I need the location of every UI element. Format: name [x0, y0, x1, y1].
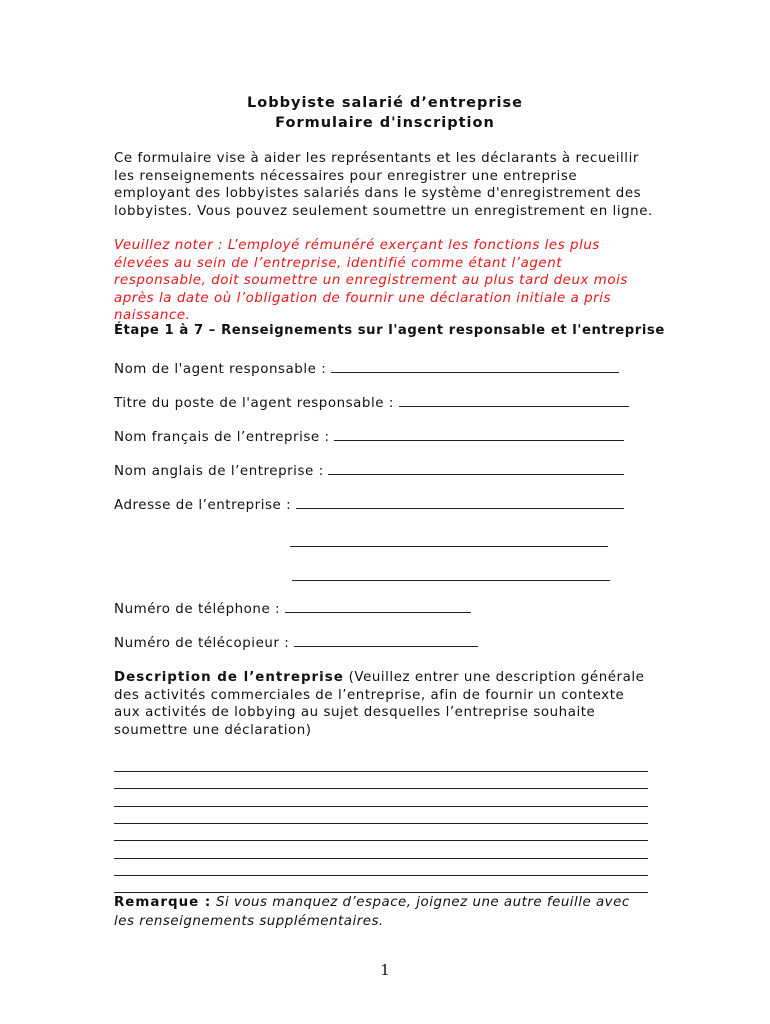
agent-title-field[interactable] [114, 394, 629, 411]
description-line[interactable] [114, 788, 648, 789]
agent-name-blank[interactable] [331, 360, 619, 373]
description-line[interactable] [114, 875, 648, 876]
description-line[interactable] [114, 823, 648, 824]
description-line[interactable] [114, 806, 648, 807]
description-line[interactable] [114, 858, 648, 859]
fax-field[interactable] [114, 634, 478, 651]
form-title: Lobbyiste salarié d’entreprise [247, 95, 523, 111]
agent-name-field[interactable] [114, 360, 619, 377]
intro-paragraph: Ce formulaire vise à aider les représentants et les déclarants à recueillir les renseignements nécessaires pour enregistrer une entreprise employant des lobbyistes salariés dans le système d'enregistrement des lobbyistes. Vous pouvez seulement soumettre un enregistrement en ligne. [114, 151, 653, 219]
phone-label: Numéro de téléphone : [114, 602, 285, 617]
english-name-field[interactable] [114, 462, 624, 479]
fax-blank[interactable] [294, 634, 478, 647]
phone-blank[interactable] [285, 600, 471, 613]
french-name-blank[interactable] [334, 428, 624, 441]
remark-label: Remarque : [114, 895, 212, 910]
phone-field[interactable] [114, 600, 471, 617]
description-line[interactable] [114, 771, 648, 772]
french-name-label: Nom français de l’entreprise : [114, 430, 335, 445]
english-name-blank[interactable] [328, 462, 624, 475]
address-blank-3[interactable] [292, 580, 610, 581]
remark-text: Si vous manquez d’espace, joignez une autre feuille avec les renseignements supplémentaires. [114, 895, 630, 929]
remark-note [114, 893, 654, 931]
description-label: Description de l’entreprise [114, 670, 344, 685]
english-name-label: Nom anglais de l’entreprise : [114, 464, 329, 479]
page-number: 1 [380, 961, 390, 979]
address-blank-1[interactable] [296, 496, 624, 509]
address-label: Adresse de l’entreprise : [114, 498, 296, 513]
description-paragraph [114, 669, 654, 739]
agent-name-label: Nom de l'agent responsable : [114, 362, 332, 377]
step-heading: Étape 1 à 7 – Renseignements sur l'agent responsable et l'entreprise [114, 323, 665, 338]
address-field[interactable] [114, 496, 624, 513]
agent-title-label: Titre du poste de l'agent responsable : [114, 396, 399, 411]
form-subtitle: Formulaire d'inscription [275, 115, 495, 131]
notice-paragraph: Veuillez noter : L’employé rémunéré exerçant les fonctions les plus élevées au sein de l’entreprise, identifié comme étant l’agent responsable, doit soumettre un enregistrement au plus tard deux mois après la date où l’obligation de fournir une déclaration initiale a pris naissance. [114, 238, 628, 323]
address-blank-2[interactable] [290, 546, 608, 547]
description-instructions: (Veuillez entrer une description générale des activités commerciales de l’entreprise, afin de fournir un contexte aux activités de lobbying au sujet desquelles l’entreprise souhaite soumettre une déclaration) [114, 670, 645, 738]
description-line[interactable] [114, 840, 648, 841]
fax-label: Numéro de télécopieur : [114, 636, 295, 651]
french-name-field[interactable] [114, 428, 624, 445]
agent-title-blank[interactable] [399, 394, 629, 407]
